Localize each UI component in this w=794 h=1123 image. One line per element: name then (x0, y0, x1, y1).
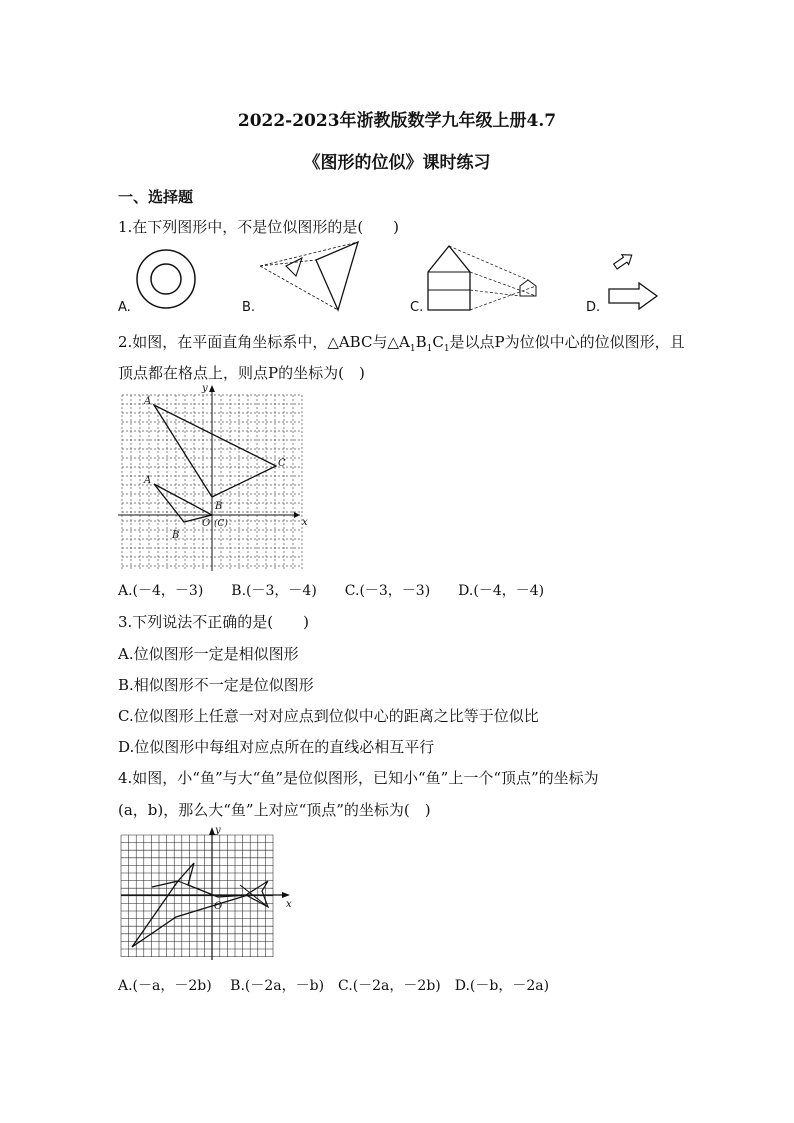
q3-option-b: B.相似图形不一定是位似图形 (118, 676, 314, 694)
q2-axis-y-label: y (202, 383, 208, 394)
q2-label-b: B (172, 530, 180, 541)
q4-axis-y-label: y (215, 825, 221, 836)
q2-coordinate-figure (118, 383, 310, 573)
q4-fish-figure (118, 825, 294, 965)
q4-options: A.(－a，－2b) B.(－2a，－b) C.(－2a，－2b) D.(－b，－2a) (118, 978, 550, 994)
q1-option-a: A. (118, 300, 131, 315)
q3-option-d: D.位似图形中每组对应点所在的直线必相互平行 (118, 738, 435, 756)
q2-label-a: A (144, 396, 152, 407)
q2-label-o: O (202, 518, 211, 529)
q2-label-c1: (C) (214, 519, 228, 529)
q1-option-c: C. (410, 300, 424, 315)
section-heading: 一、选择题 (118, 188, 194, 206)
q2-label-b1: B (215, 501, 223, 512)
document-subtitle: 《图形的位似》课时练习 (303, 153, 491, 173)
q1-figure-d-arrows (605, 250, 661, 312)
q2-stem-line2: 顶点都在格点上，则点P的坐标为( ) (118, 364, 365, 382)
q4-stem: 4.如图，小“鱼”与大“鱼”是位似图形，已知小“鱼”上一个“顶点”的坐标为 (118, 769, 599, 787)
document-title: 2022-2023年浙教版数学九年级上册4.7 (237, 111, 557, 131)
q1-figure-c-houses (424, 240, 544, 315)
q4-axis-x-label: x (286, 899, 292, 910)
q1-figure-b-triangles (258, 240, 368, 315)
q1-option-d: D. (586, 300, 601, 315)
q1-figure-a-concentric-circles (135, 248, 197, 310)
q2-options: A.(－4，－3) B.(－3，－4) C.(－3，－3) D.(－4，－4) (118, 583, 545, 599)
q3-stem: 3.下列说法不正确的是( ) (118, 613, 310, 631)
q2-label-c: C (278, 458, 286, 469)
q3-option-c: C.位似图形上任意一对对应点到位似中心的距离之比等于位似比 (118, 707, 539, 725)
q3-option-a: A.位似图形一定是相似图形 (118, 645, 299, 663)
q2-axis-x-label: x (302, 517, 308, 528)
q2-label-a1: A (144, 475, 152, 486)
q2-stem: 2.如图，在平面直角坐标系中，△ABC与$\triangle A_1B_1C_1$是以点P为位似中心的位似图形，且 (118, 333, 685, 354)
q4-label-o: O (214, 901, 223, 912)
q4-stem-line2: (a，b)，那么大“鱼”上对应“顶点”的坐标为( ) (118, 801, 431, 819)
q1-stem: 1.在下列图形中，不是位似图形的是( ) (118, 218, 400, 236)
q1-option-b: B. (242, 300, 256, 315)
